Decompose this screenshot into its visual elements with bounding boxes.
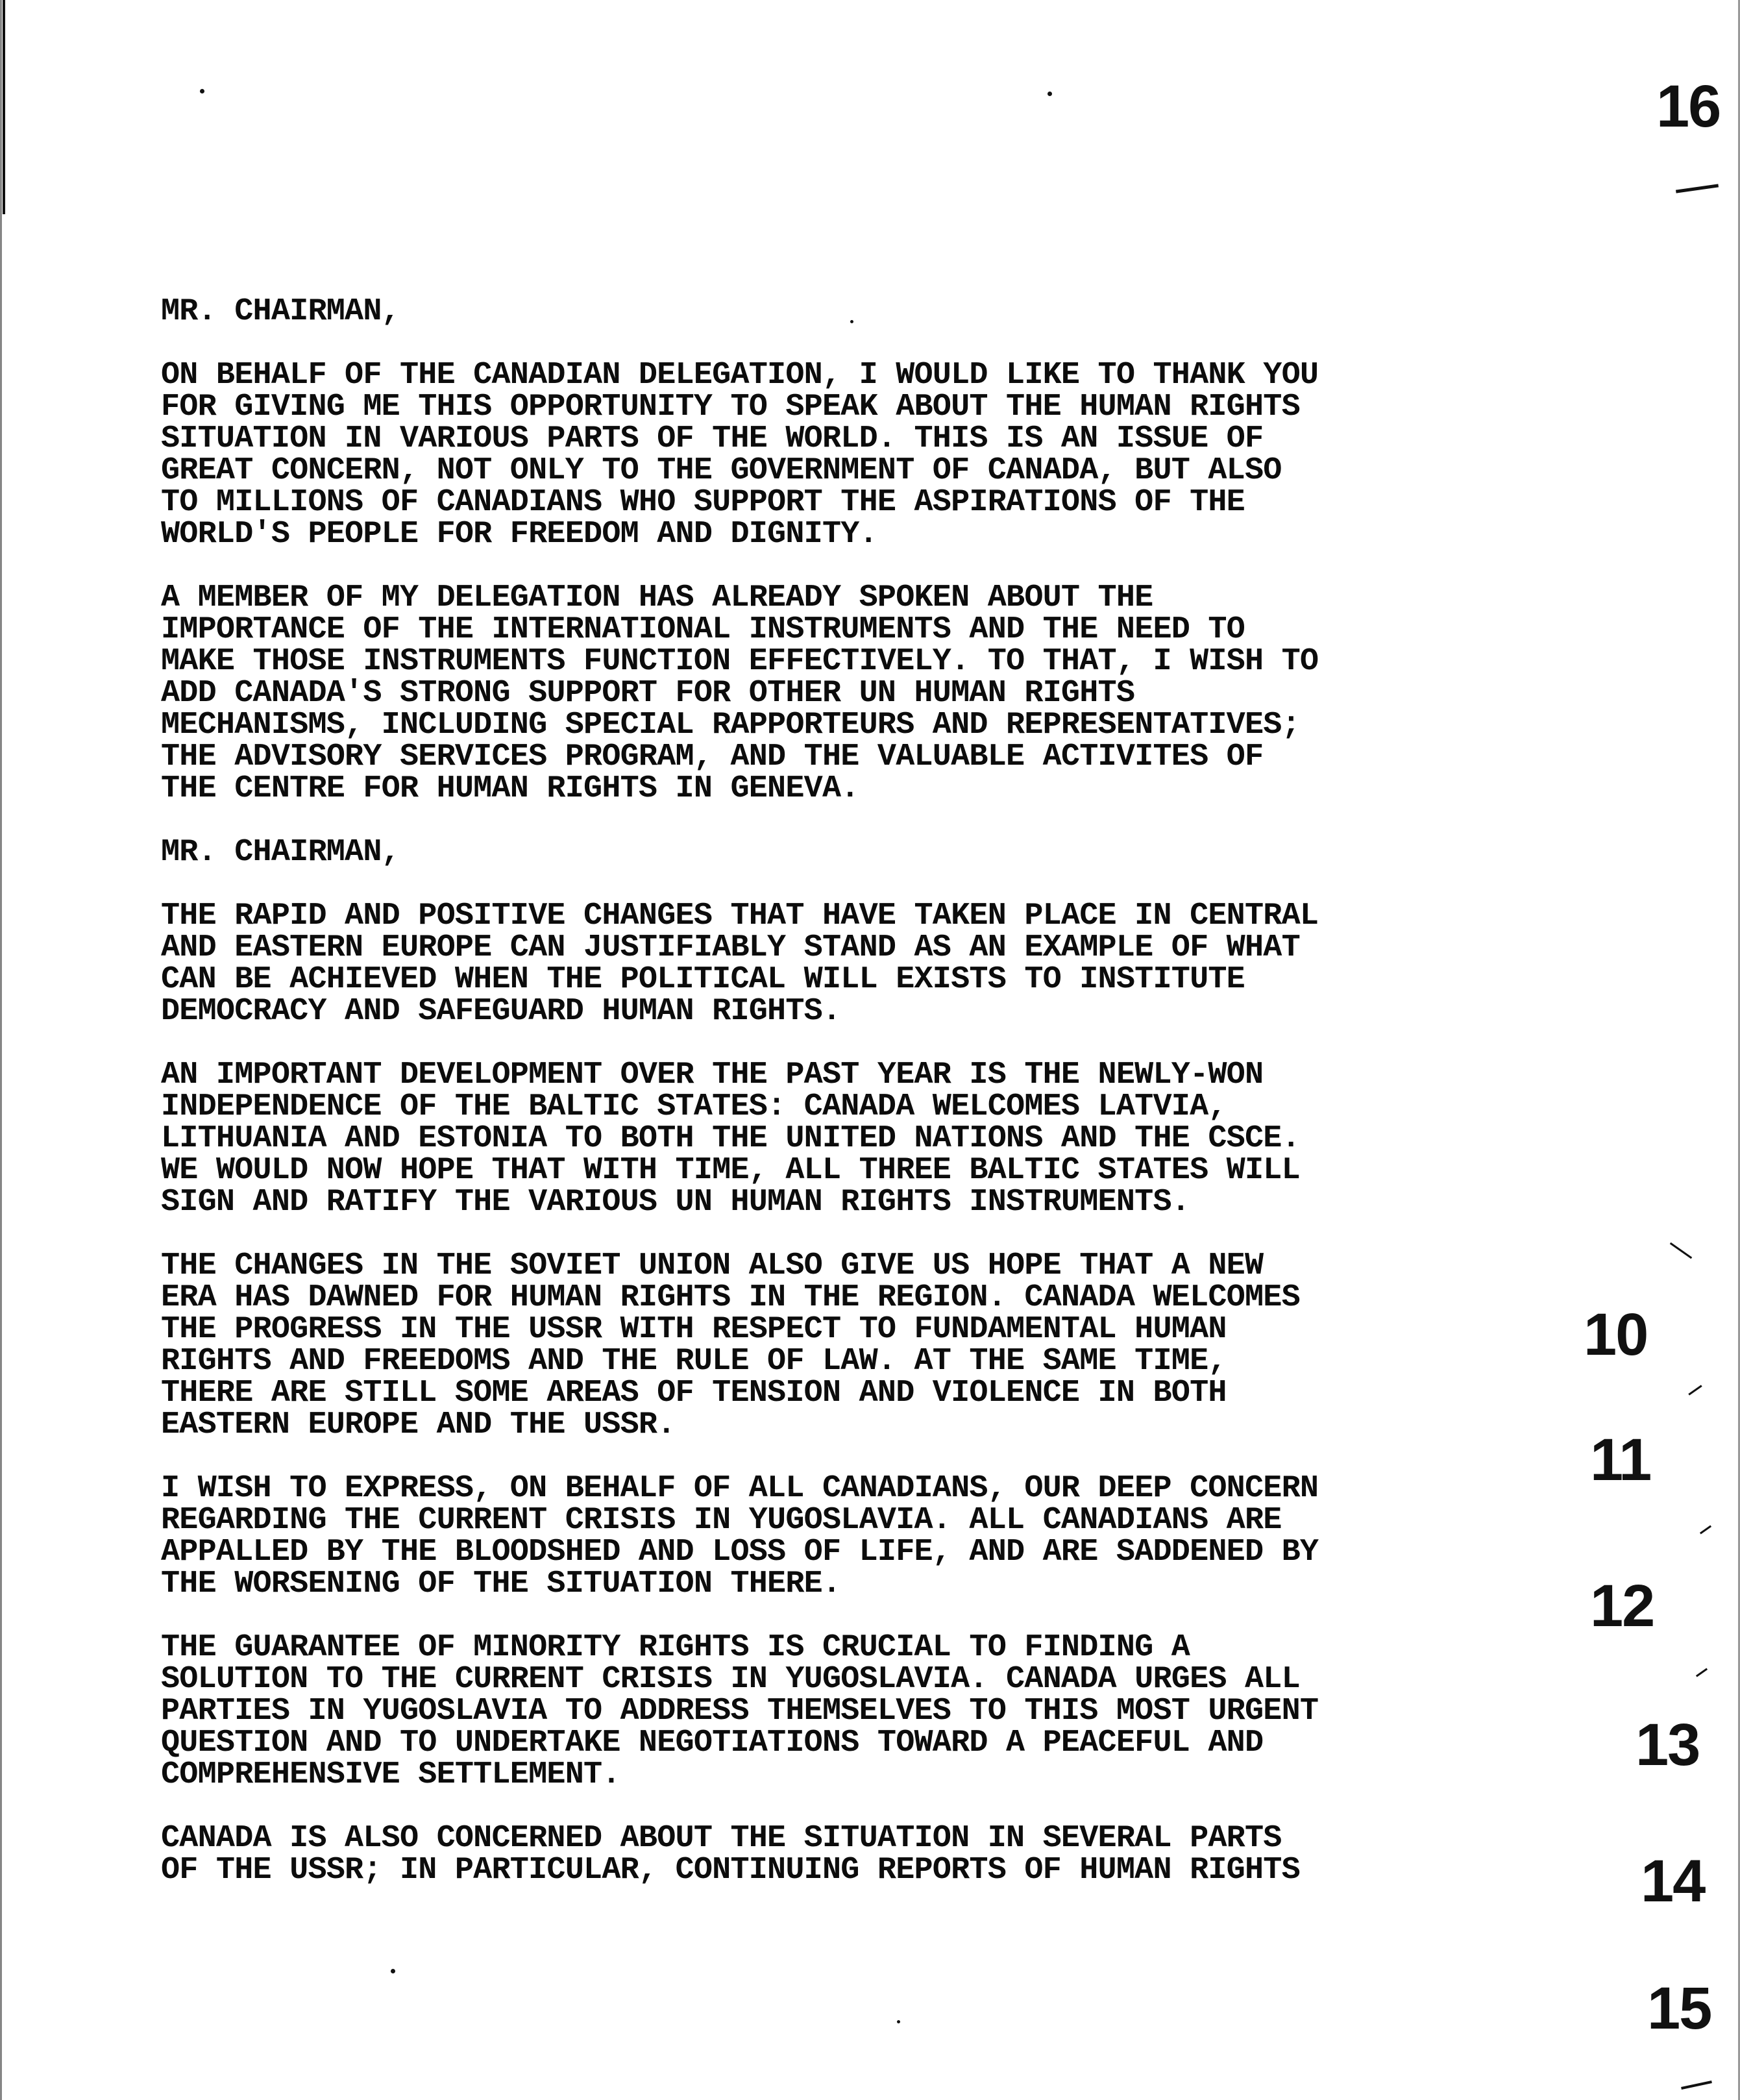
page-marker-10: 10 <box>1584 1302 1648 1368</box>
scan-speck <box>1048 92 1052 96</box>
paragraph: THE CHANGES IN THE SOVIET UNION ALSO GIVE US HOPE THAT A NEW ERA HAS DAWNED FOR HUMAN RIGHTS IN THE REGION. CANADA WELCOMES THE PROGRESS IN THE USSR WITH RESPECT TO FUNDAMENTAL HUMAN RIGHTS AND FREEDOMS AND THE RULE OF LAW. AT THE SAME TIME, THERE ARE STILL SOME AREAS OF TENSION AND VIOLENCE IN BOTH EASTERN EUROPE AND THE USSR. <box>161 1248 1300 1442</box>
scan-speck <box>391 1969 395 1973</box>
page-marker-15: 15 <box>1647 1975 1711 2042</box>
paragraph: ON BEHALF OF THE CANADIAN DELEGATION, I WOULD LIKE TO THANK YOU FOR GIVING ME THIS OPPORTUNITY TO SPEAK ABOUT THE HUMAN RIGHTS SITUATION IN VARIOUS PARTS OF THE WORLD. THIS IS AN ISSUE OF GREAT CONCERN, NOT ONLY TO THE GOVERNMENT OF CANADA, BUT ALSO TO MILLIONS OF CANADIANS WHO SUPPORT THE ASPIRATIONS OF THE WORLD'S PEOPLE FOR FREEDOM AND DIGNITY. <box>161 357 1319 552</box>
paragraph: CANADA IS ALSO CONCERNED ABOUT THE SITUATION IN SEVERAL PARTS OF THE USSR; IN PARTICULAR, CONTINUING REPORTS OF HUMAN RIGHTS <box>161 1820 1300 1888</box>
marker-tick <box>1688 1385 1702 1395</box>
paragraph: AN IMPORTANT DEVELOPMENT OVER THE PAST YEAR IS THE NEWLY-WON INDEPENDENCE OF THE BALTIC STATES: CANADA WELCOMES LATVIA, LITHUANIA AND ESTONIA TO BOTH THE UNITED NATIONS AND THE CSCE. WE WOULD NOW HOPE THAT WITH TIME, ALL THREE BALTIC STATES WILL SIGN AND RATIFY THE VARIOUS UN HUMAN RIGHTS INSTRUMENTS. <box>161 1057 1300 1220</box>
left-scan-edge <box>0 0 2 2100</box>
page-marker-11: 11 <box>1590 1427 1651 1493</box>
page-marker-14: 14 <box>1641 1848 1705 1914</box>
page-marker-16: 16 <box>1656 73 1721 140</box>
letter-body <box>161 295 1459 1918</box>
paragraph: THE RAPID AND POSITIVE CHANGES THAT HAVE TAKEN PLACE IN CENTRAL AND EASTERN EUROPE CAN JUSTIFIABLY STAND AS AN EXAMPLE OF WHAT CAN BE ACHIEVED WHEN THE POLITICAL WILL EXISTS TO INSTITUTE DEMOCRACY AND SAFEGUARD HUMAN RIGHTS. <box>161 898 1319 1029</box>
marker-tick <box>1670 1242 1692 1259</box>
page-marker-13: 13 <box>1636 1712 1700 1778</box>
scan-speck <box>200 89 204 93</box>
marker-tick <box>1696 1668 1708 1677</box>
page-marker-12: 12 <box>1590 1573 1654 1639</box>
scan-speck <box>897 2020 900 2023</box>
salutation: MR. CHAIRMAN, <box>161 834 400 870</box>
marker-tick <box>1700 1526 1711 1535</box>
paragraph: THE GUARANTEE OF MINORITY RIGHTS IS CRUCIAL TO FINDING A SOLUTION TO THE CURRENT CRISIS IN YUGOSLAVIA. CANADA URGES ALL PARTIES IN YUGOSLAVIA TO ADDRESS THEMSELVES TO THIS MOST URGENT QUESTION AND TO UNDERTAKE NEGOTIATIONS TOWARD A PEACEFUL AND COMPREHENSIVE SETTLEMENT. <box>161 1629 1319 1792</box>
paragraph: I WISH TO EXPRESS, ON BEHALF OF ALL CANADIANS, OUR DEEP CONCERN REGARDING THE CURRENT CRISIS IN YUGOSLAVIA. ALL CANADIANS ARE APPALLED BY THE BLOODSHED AND LOSS OF LIFE, AND ARE SADDENED BY THE WORSENING OF THE SITUATION THERE. <box>161 1470 1319 1601</box>
marker-tick <box>1681 2081 1712 2090</box>
paragraph: A MEMBER OF MY DELEGATION HAS ALREADY SPOKEN ABOUT THE IMPORTANCE OF THE INTERNATIONAL INSTRUMENTS AND THE NEED TO MAKE THOSE INSTRUMENTS FUNCTION EFFECTIVELY. TO THAT, I WISH TO ADD CANADA'S STRONG SUPPORT FOR OTHER UN HUMAN RIGHTS MECHANISMS, INCLUDING SPECIAL RAPPORTEURS AND REPRESENTATIVES; THE ADVISORY SERVICES PROGRAM, AND THE VALUABLE ACTIVITES OF THE CENTRE FOR HUMAN RIGHTS IN GENEVA. <box>161 580 1319 806</box>
left-binding-mark <box>3 0 5 214</box>
marker-tick <box>1676 184 1719 193</box>
salutation: MR. CHAIRMAN, <box>161 293 400 329</box>
